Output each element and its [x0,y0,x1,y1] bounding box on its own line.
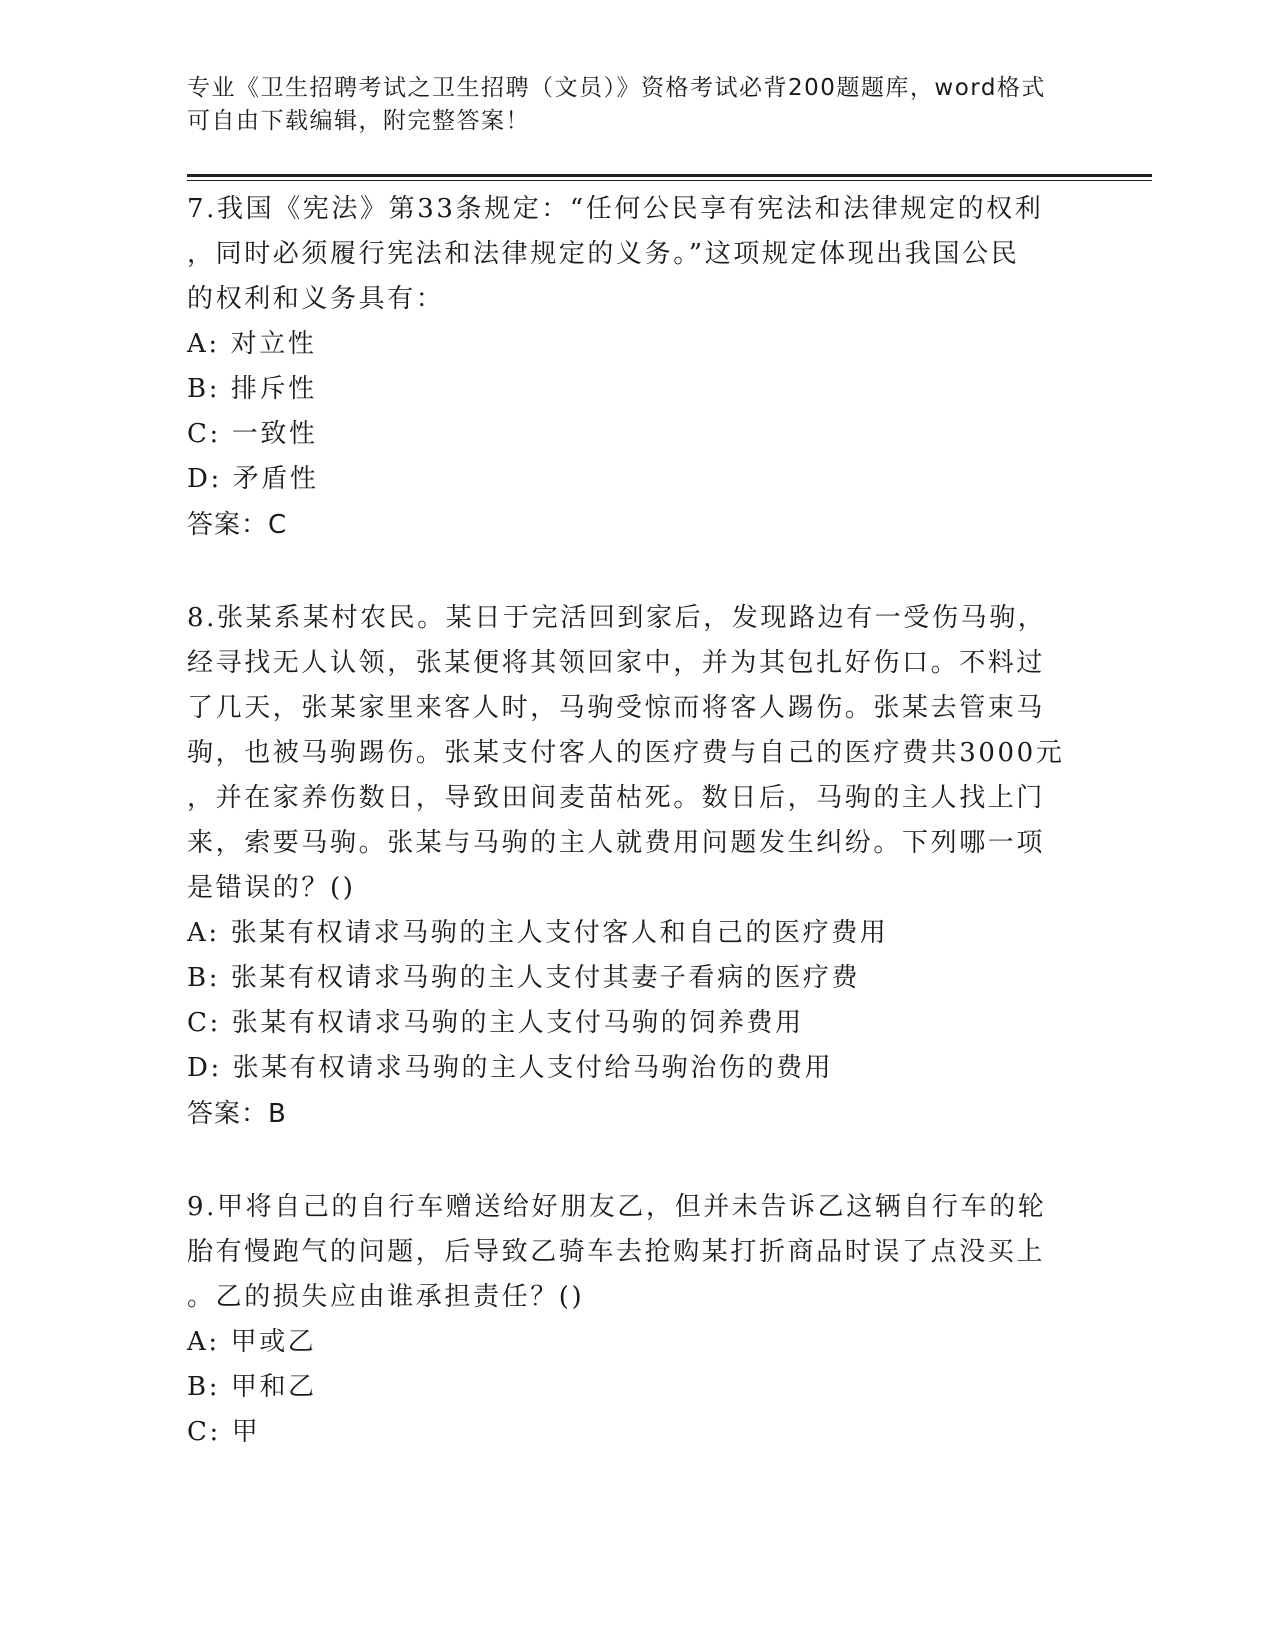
option-c: C: 甲 [187,1417,261,1447]
header-divider [187,180,1152,181]
question-block [187,596,1067,1138]
question-stem-line: ，并在家养伤数日，导致田间麦苗枯死。数日后，马驹的主人找上门 [187,783,1046,813]
answer-line: 答案：C [187,510,288,540]
option-c: C: 张某有权请求马驹的主人支付马驹的饲养费用 [187,1008,804,1038]
option-c: C: 一致性 [187,419,318,449]
question-stem-line: 经寻找无人认领，张某便将其领回家中，并为其包扎好伤口。不料过 [187,648,1046,678]
option-a: A: 甲或乙 [187,1327,317,1357]
question-stem-line: 来，索要马驹。张某与马驹的主人就费用问题发生纠纷。下列哪一项 [187,828,1046,858]
question-stem-line: ，同时必须履行宪法和法律规定的义务。”这项规定体现出我国公民 [187,239,1020,269]
question-stem-line: 。乙的损失应由谁承担责任？() [187,1282,585,1312]
question-stem-line: 7.我国《宪法》第33条规定：“任何公民享有宪法和法律规定的权利 [187,194,1044,224]
header-divider [187,174,1152,177]
question-stem-line: 8.张某系某村农民。某日于完活回到家后，发现路边有一受伤马驹， [187,603,1047,633]
option-b: B: 甲和乙 [187,1372,317,1402]
answer-line: 答案：B [187,1099,287,1129]
option-b: B: 张某有权请求马驹的主人支付其妻子看病的医疗费 [187,963,861,993]
option-a: A: 对立性 [187,329,317,359]
question-stem-line: 了几天，张某家里来客人时，马驹受惊而将客人踢伤。张某去管束马 [187,693,1046,723]
option-d: D: 矛盾性 [187,464,319,494]
question-stem-line: 胎有慢跑气的问题，后导致乙骑车去抢购某打折商品时误了点没买上 [187,1237,1046,1267]
question-block [187,187,1067,549]
option-b: B: 排斥性 [187,374,317,404]
header-line: 可自由下载编辑，附完整答案！ [187,108,530,134]
question-stem-line: 9.甲将自己的自行车赠送给好朋友乙，但并未告诉乙这辆自行车的轮 [187,1192,1047,1222]
question-block [187,1185,1067,1455]
question-stem-line: 是错误的？() [187,873,356,903]
option-a: A: 张某有权请求马驹的主人支付客人和自己的医疗费用 [187,918,889,948]
header-line: 专业《卫生招聘考试之卫生招聘（文员）》资格考试必背200题题库，word格式 [187,75,1046,101]
option-d: D: 张某有权请求马驹的主人支付给马驹治伤的费用 [187,1053,834,1083]
question-stem-line: 的权利和义务具有： [187,284,445,314]
question-stem-line: 驹，也被马驹踢伤。张某支付客人的医疗费与自己的医疗费共3000元 [187,738,1065,768]
document-header [187,72,1067,138]
